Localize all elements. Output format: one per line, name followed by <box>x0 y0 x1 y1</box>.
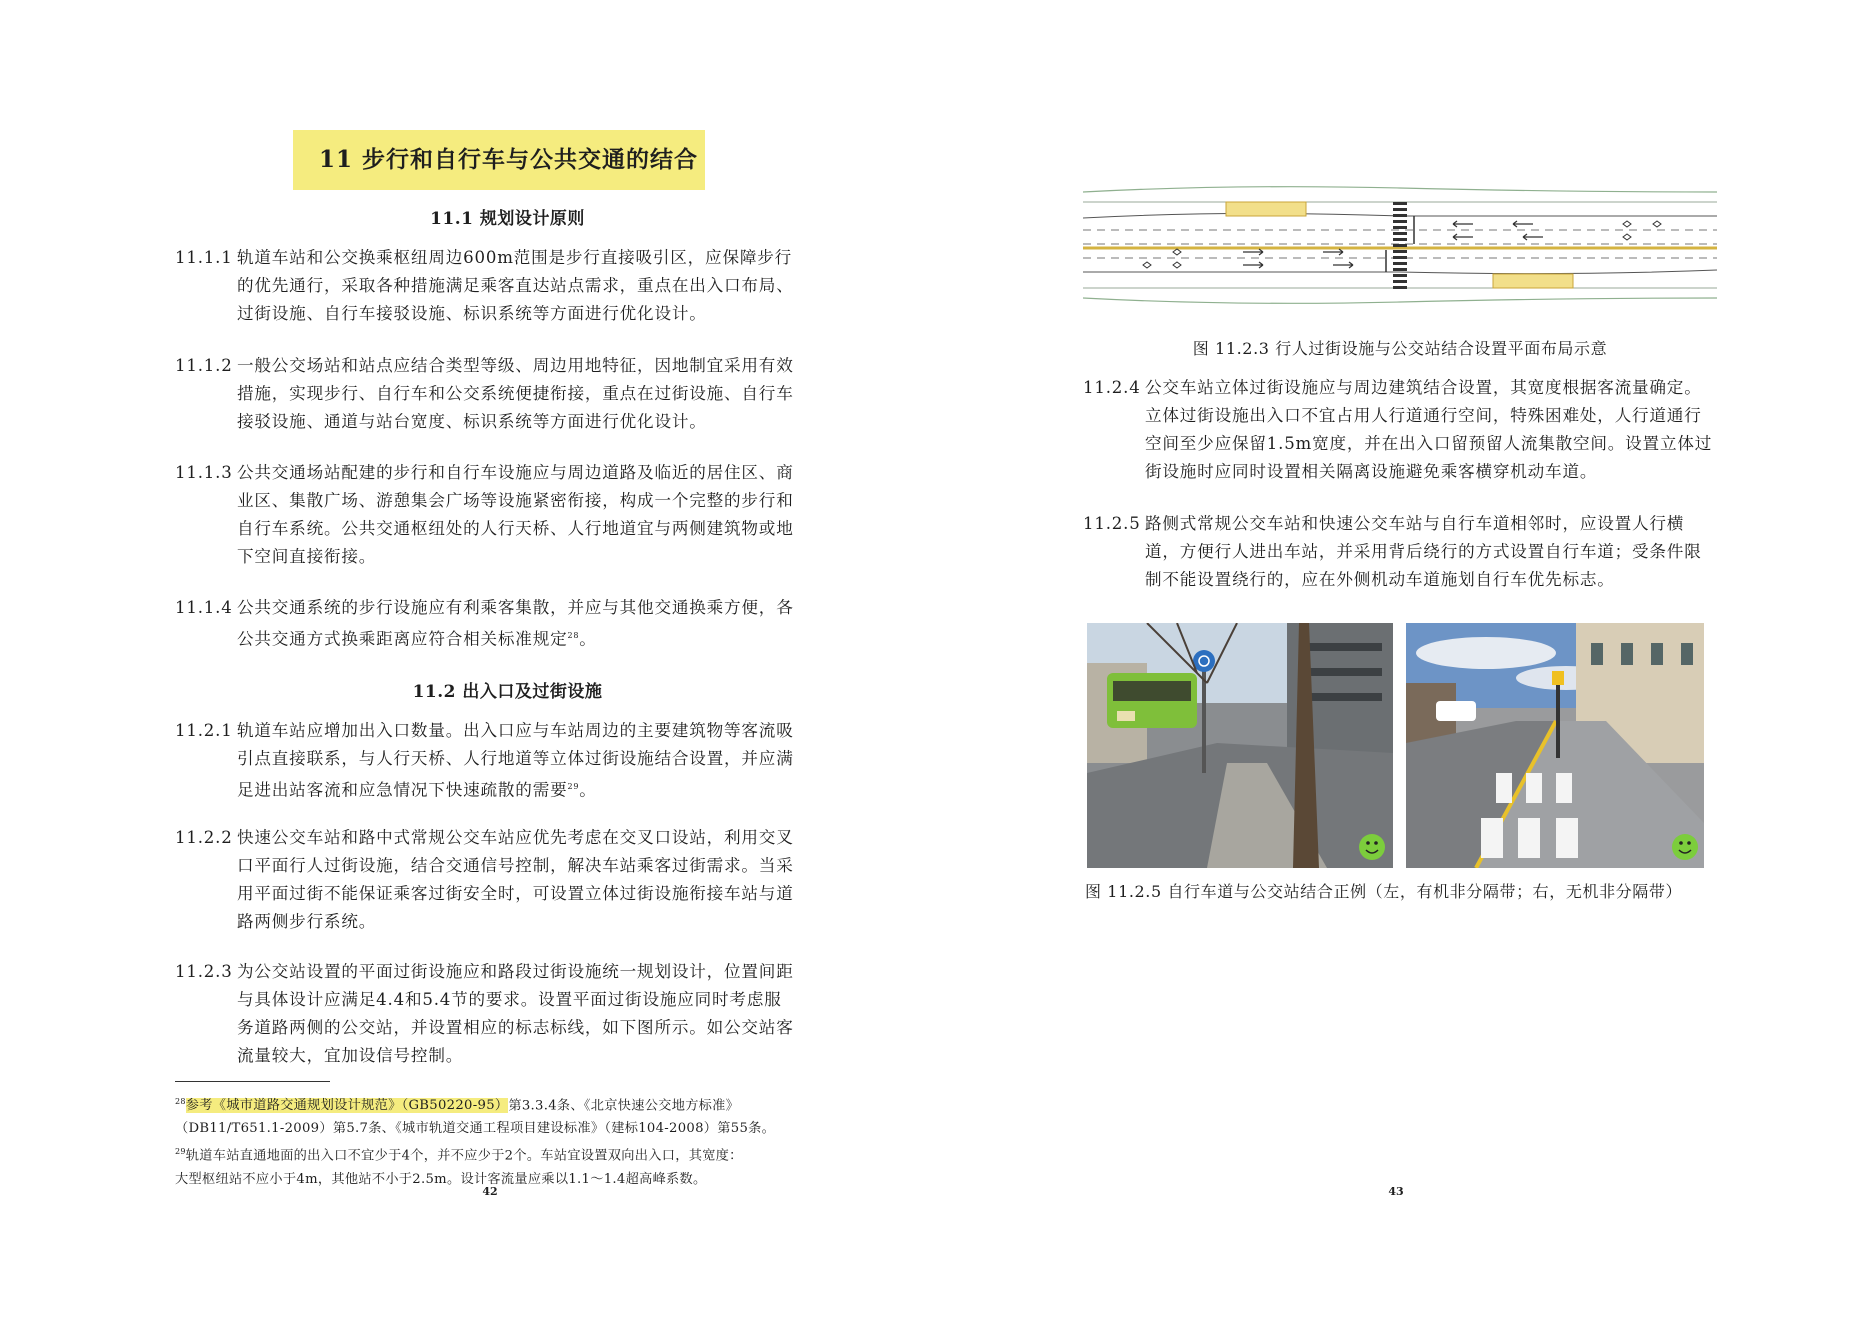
clause-11-1-3 <box>175 459 795 571</box>
clause-number: 11.1.1 <box>175 248 233 267</box>
clause-number: 11.1.3 <box>175 463 233 482</box>
clause-number: 11.2.4 <box>1083 378 1141 397</box>
clause-text: 路侧式常规公交车站和快速公交车站与自行车道相邻时，应设置人行横道，方便行人进出车站，并采用背后绕行的方式设置自行车道；受条件限制不能设置绕行的，应在外侧机动车道施划自行车优先标志。 <box>1145 514 1702 589</box>
clause-11-1-2 <box>175 352 795 436</box>
chapter-title: 11 步行和自行车与公共交通的结合 <box>293 130 705 190</box>
clause-number: 11.2.3 <box>175 962 233 981</box>
footnotes <box>175 1090 815 1191</box>
page-number-left: 42 <box>482 1185 498 1198</box>
crossing-plan-diagram <box>1083 180 1717 310</box>
section-title-11-1: 11.1 规划设计原则 <box>430 209 585 229</box>
footnote-divider <box>175 1081 330 1082</box>
clause-text: 轨道车站应增加出入口数量。出入口应与车站周边的主要建筑物等客流吸引点直接联系，与人行天桥、人行地道等立体过街设施结合设置，并应满足进出站客流和应急情况下快速疏散的需要$^{29}$。 <box>237 721 794 800</box>
footnote-29-cont: 大型枢纽站不应小于4m，其他站不小于2.5m。设计客流量应乘以1.1～1.4超高峰系数。 <box>175 1171 707 1187</box>
clause-11-2-4 <box>1083 374 1715 486</box>
clause-text: 快速公交车站和路中式常规公交车站应优先考虑在交叉口设站，利用交叉口平面行人过街设施，结合交通信号控制，解决车站乘客过街需求。当采用平面过街不能保证乘客过街安全时，可设置立体过街设施衔接车站与道路两侧步行系统。 <box>237 828 794 931</box>
clause-text: 轨道车站和公交换乘枢纽周边600m范围是步行直接吸引区，应保障步行的优先通行，采取各种措施满足乘客直达站点需求，重点在出入口布局、过街设施、自行车接驳设施、标识系统等方面进行优化设计。 <box>237 248 794 323</box>
figure-caption-11-2-3: 图 11.2.3 行人过街设施与公交站结合设置平面布局示意 <box>1192 339 1608 358</box>
section-title-11-2: 11.2 出入口及过街设施 <box>412 682 603 702</box>
clause-11-2-1 <box>175 717 795 805</box>
clause-number: 11.2.2 <box>175 828 233 847</box>
clause-text: 一般公交场站和站点应结合类型等级、周边用地特征，因地制宜采用有效措施，实现步行、自行车和公交系统便捷衔接，重点在过街设施、自行车接驳设施、通道与站台宽度、标识系统等方面进行优化设计。 <box>237 356 794 431</box>
clause-number: 11.2.5 <box>1083 514 1141 533</box>
clause-text: 公共交通场站配建的步行和自行车设施应与周边道路及临近的居住区、商业区、集散广场、游憩集会广场等设施紧密衔接，构成一个完整的步行和自行车系统。公共交通枢纽处的人行天桥、人行地道宜与两侧建筑物或地下空间直接衔接。 <box>237 463 794 566</box>
clause-11-1-1 <box>175 244 795 328</box>
clause-number: 11.1.2 <box>175 356 233 375</box>
footnote-28: $^{28}$参考《城市道路交通规划设计规范》（GB50220-95）第3.3.4条、《北京快速公交地方标准》 <box>175 1097 740 1114</box>
clause-number: 11.2.1 <box>175 721 233 740</box>
footnote-28-cont: （DB11/T651.1-2009）第5.7条、《城市轨道交通工程项目建设标准》（建标104-2008）第55条。 <box>175 1121 776 1137</box>
photo-bus-stop-with-separator <box>1087 623 1393 868</box>
clause-11-2-2 <box>175 824 795 936</box>
clause-text: 为公交站设置的平面过街设施应和路段过街设施统一规划设计，位置间距与具体设计应满足4.4和5.4节的要求。设置平面过街设施应同时考虑服务道路两侧的公交站，并设置相应的标志标线，如下图所示。如公交站客流量较大，宜加设信号控制。 <box>237 962 794 1065</box>
clause-text: 公共交通系统的步行设施应有利乘客集散，并应与其他交通换乘方便，各公共交通方式换乘距离应符合相关标准规定$^{28}$。 <box>237 598 794 649</box>
footnote-ref-28: 28 <box>567 631 580 640</box>
clause-number: 11.1.4 <box>175 598 233 617</box>
clause-11-1-4 <box>175 594 795 654</box>
photo-bus-stop-without-separator <box>1406 623 1704 868</box>
footnote-29: $^{29}$轨道车站直通地面的出入口不宜少于4个，并不应少于2个。车站宜设置双向出入口，其宽度： <box>175 1147 743 1164</box>
page-number-right: 43 <box>1388 1185 1404 1198</box>
clause-text: 公交车站立体过街设施应与周边建筑结合设置，其宽度根据客流量确定。立体过街设施出入口不宜占用人行道通行空间，特殊困难处，人行道通行空间至少应保留1.5m宽度，并在出入口留预留人流集散空间。设置立体过街设施时应同时设置相关隔离设施避免乘客横穿机动车道。 <box>1145 378 1713 481</box>
figure-caption-11-2-5: 图 11.2.5 自行车道与公交站结合正例（左，有机非分隔带；右，无机非分隔带） <box>1085 882 1683 901</box>
clause-11-2-5 <box>1083 510 1715 594</box>
footnote-ref-29: 29 <box>567 782 580 791</box>
clause-11-2-3 <box>175 958 795 1070</box>
